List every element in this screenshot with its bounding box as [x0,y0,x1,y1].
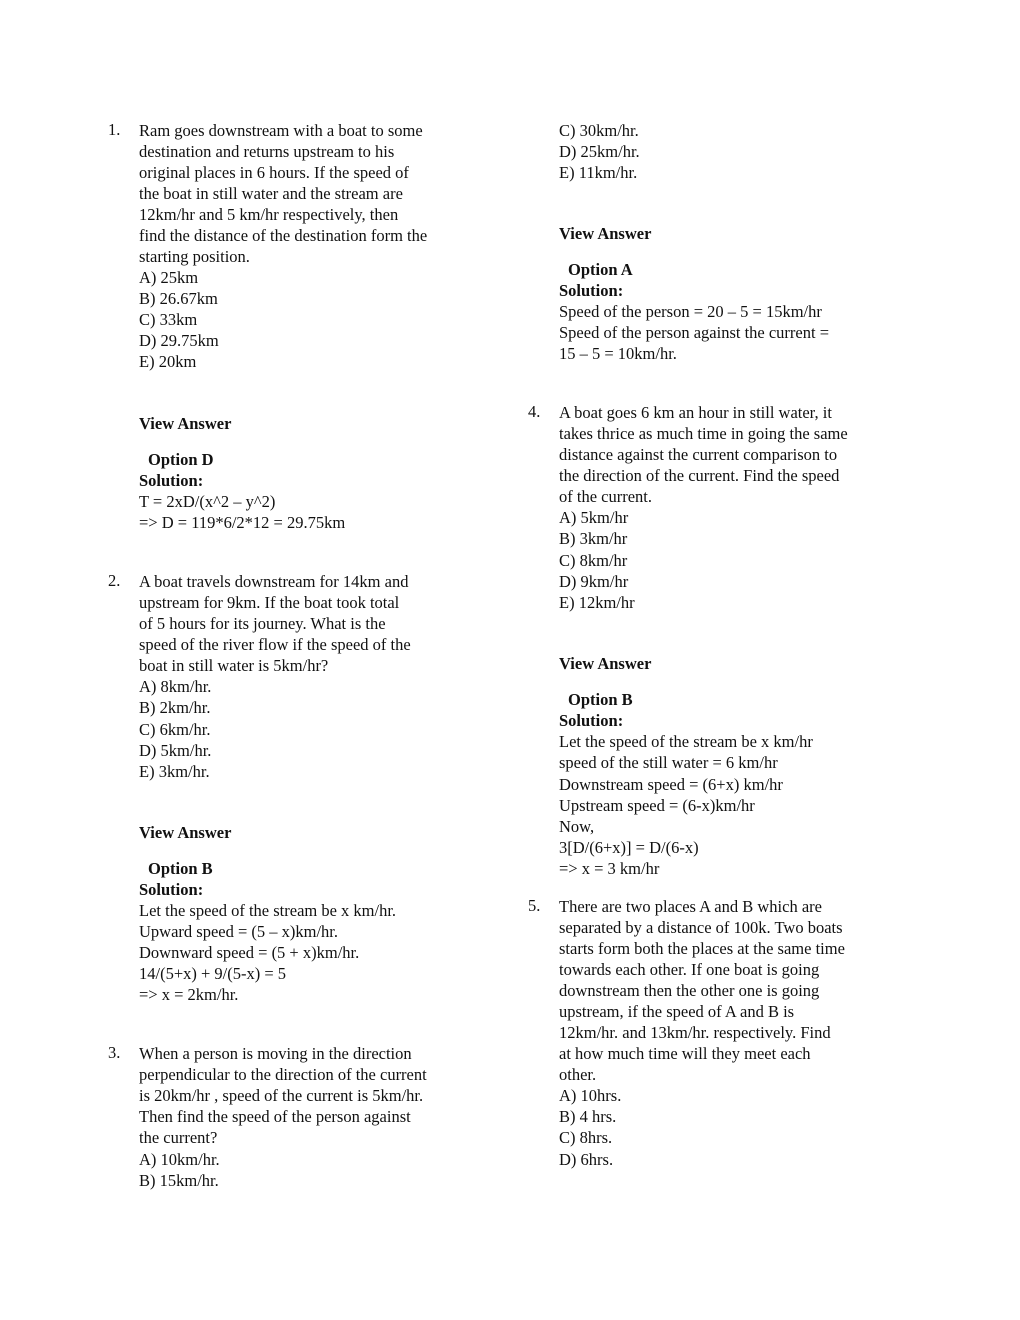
solution-line: Upward speed = (5 – x)km/hr. [139,922,339,941]
option-a: A) 10hrs. [559,1086,622,1105]
option-a: A) 8km/hr. [139,677,212,696]
question-text-line: of the current. [559,487,652,506]
view-answer-link[interactable]: View Answer [139,414,232,433]
solution-label: Solution: [139,880,204,899]
answer-option: Option B [568,690,633,709]
option-e: E) 12km/hr [559,593,635,612]
question-number: 3. [108,1043,121,1062]
solution-line: => D = 119*6/2*12 = 29.75km [139,513,346,532]
option-b: B) 3km/hr [559,529,628,548]
option-d: D) 9km/hr [559,572,629,591]
option-a: A) 10km/hr. [139,1150,220,1169]
question-text-line: original places in 6 hours. If the speed of [139,163,409,182]
solution-label: Solution: [559,711,624,730]
question-text-line: starts form both the places at the same time [559,939,845,958]
option-e: E) 20km [139,352,197,371]
question-number: 2. [108,571,121,590]
question-text-line: Ram goes downstream with a boat to some [139,121,423,140]
question-text-line: A boat goes 6 km an hour in still water, it [559,403,832,422]
question-text-line: is 20km/hr , speed of the current is 5km/hr. [139,1086,424,1105]
answer-option: Option D [148,450,214,469]
solution-line: Now, [559,817,595,836]
question-text-line: perpendicular to the direction of the current [139,1065,427,1084]
question-text-line: starting position. [139,247,250,266]
question-number: 1. [108,120,121,139]
option-a: A) 5km/hr [559,508,629,527]
answer-option: Option A [568,260,633,279]
option-c: C) 6km/hr. [139,720,211,739]
view-answer-link[interactable]: View Answer [559,224,652,243]
question-text-line: When a person is moving in the direction [139,1044,412,1063]
option-d: D) 6hrs. [559,1150,614,1169]
option-c: C) 30km/hr. [559,121,639,140]
question-text-line: 12km/hr and 5 km/hr respectively, then [139,205,399,224]
question-text-line: the direction of the current. Find the speed [559,466,840,485]
view-answer-link[interactable]: View Answer [559,654,652,673]
option-b: B) 4 hrs. [559,1107,617,1126]
question-text-line: separated by a distance of 100k. Two boats [559,918,843,937]
solution-label: Solution: [559,281,624,300]
question-text-line: the current? [139,1128,218,1147]
question-text-line: takes thrice as much time in going the same [559,424,848,443]
question-text-line: upstream, if the speed of A and B is [559,1002,795,1021]
solution-line: T = 2xD/(x^2 – y^2) [139,492,276,511]
question-text-line: distance against the current comparison to [559,445,838,464]
solution-label: Solution: [139,471,204,490]
solution-line: => x = 3 km/hr [559,859,660,878]
question-text-line: other. [559,1065,597,1084]
option-d: D) 25km/hr. [559,142,640,161]
option-b: B) 2km/hr. [139,698,211,717]
solution-line: Let the speed of the stream be x km/hr. [139,901,397,920]
solution-line: Let the speed of the stream be x km/hr [559,732,813,751]
option-e: E) 3km/hr. [139,762,210,781]
option-d: D) 5km/hr. [139,741,212,760]
option-b: B) 15km/hr. [139,1171,219,1190]
solution-line: 15 – 5 = 10km/hr. [559,344,677,363]
view-answer-link[interactable]: View Answer [139,823,232,842]
answer-option: Option B [148,859,213,878]
solution-line: 14/(5+x) + 9/(5-x) = 5 [139,964,287,983]
solution-line: speed of the still water = 6 km/hr [559,753,778,772]
question-text-line: boat in still water is 5km/hr? [139,656,329,675]
question-number: 4. [528,402,541,421]
solution-line: Downstream speed = (6+x) km/hr [559,775,783,794]
option-c: C) 33km [139,310,198,329]
question-text-line: Then find the speed of the person against [139,1107,411,1126]
question-text-line: towards each other. If one boat is going [559,960,820,979]
option-e: E) 11km/hr. [559,163,638,182]
question-number: 5. [528,896,541,915]
question-text-line: at how much time will they meet each [559,1044,811,1063]
question-text-line: upstream for 9km. If the boat took total [139,593,400,612]
solution-line: Downward speed = (5 + x)km/hr. [139,943,360,962]
option-b: B) 26.67km [139,289,218,308]
question-text-line: downstream then the other one is going [559,981,820,1000]
option-c: C) 8km/hr [559,551,628,570]
question-text-line: There are two places A and B which are [559,897,822,916]
question-text-line: destination and returns upstream to his [139,142,395,161]
option-d: D) 29.75km [139,331,219,350]
solution-line: Speed of the person against the current = [559,323,830,342]
solution-line: Upstream speed = (6-x)km/hr [559,796,755,815]
solution-line: 3[D/(6+x)] = D/(6-x) [559,838,699,857]
question-text-line: the boat in still water and the stream are [139,184,403,203]
question-text-line: 12km/hr. and 13km/hr. respectively. Find [559,1023,831,1042]
option-c: C) 8hrs. [559,1128,613,1147]
question-text-line: of 5 hours for its journey. What is the [139,614,386,633]
question-text-line: speed of the river flow if the speed of the [139,635,411,654]
solution-line: => x = 2km/hr. [139,985,239,1004]
solution-line: Speed of the person = 20 – 5 = 15km/hr [559,302,822,321]
question-text-line: A boat travels downstream for 14km and [139,572,409,591]
option-a: A) 25km [139,268,199,287]
question-text-line: find the distance of the destination form the [139,226,428,245]
